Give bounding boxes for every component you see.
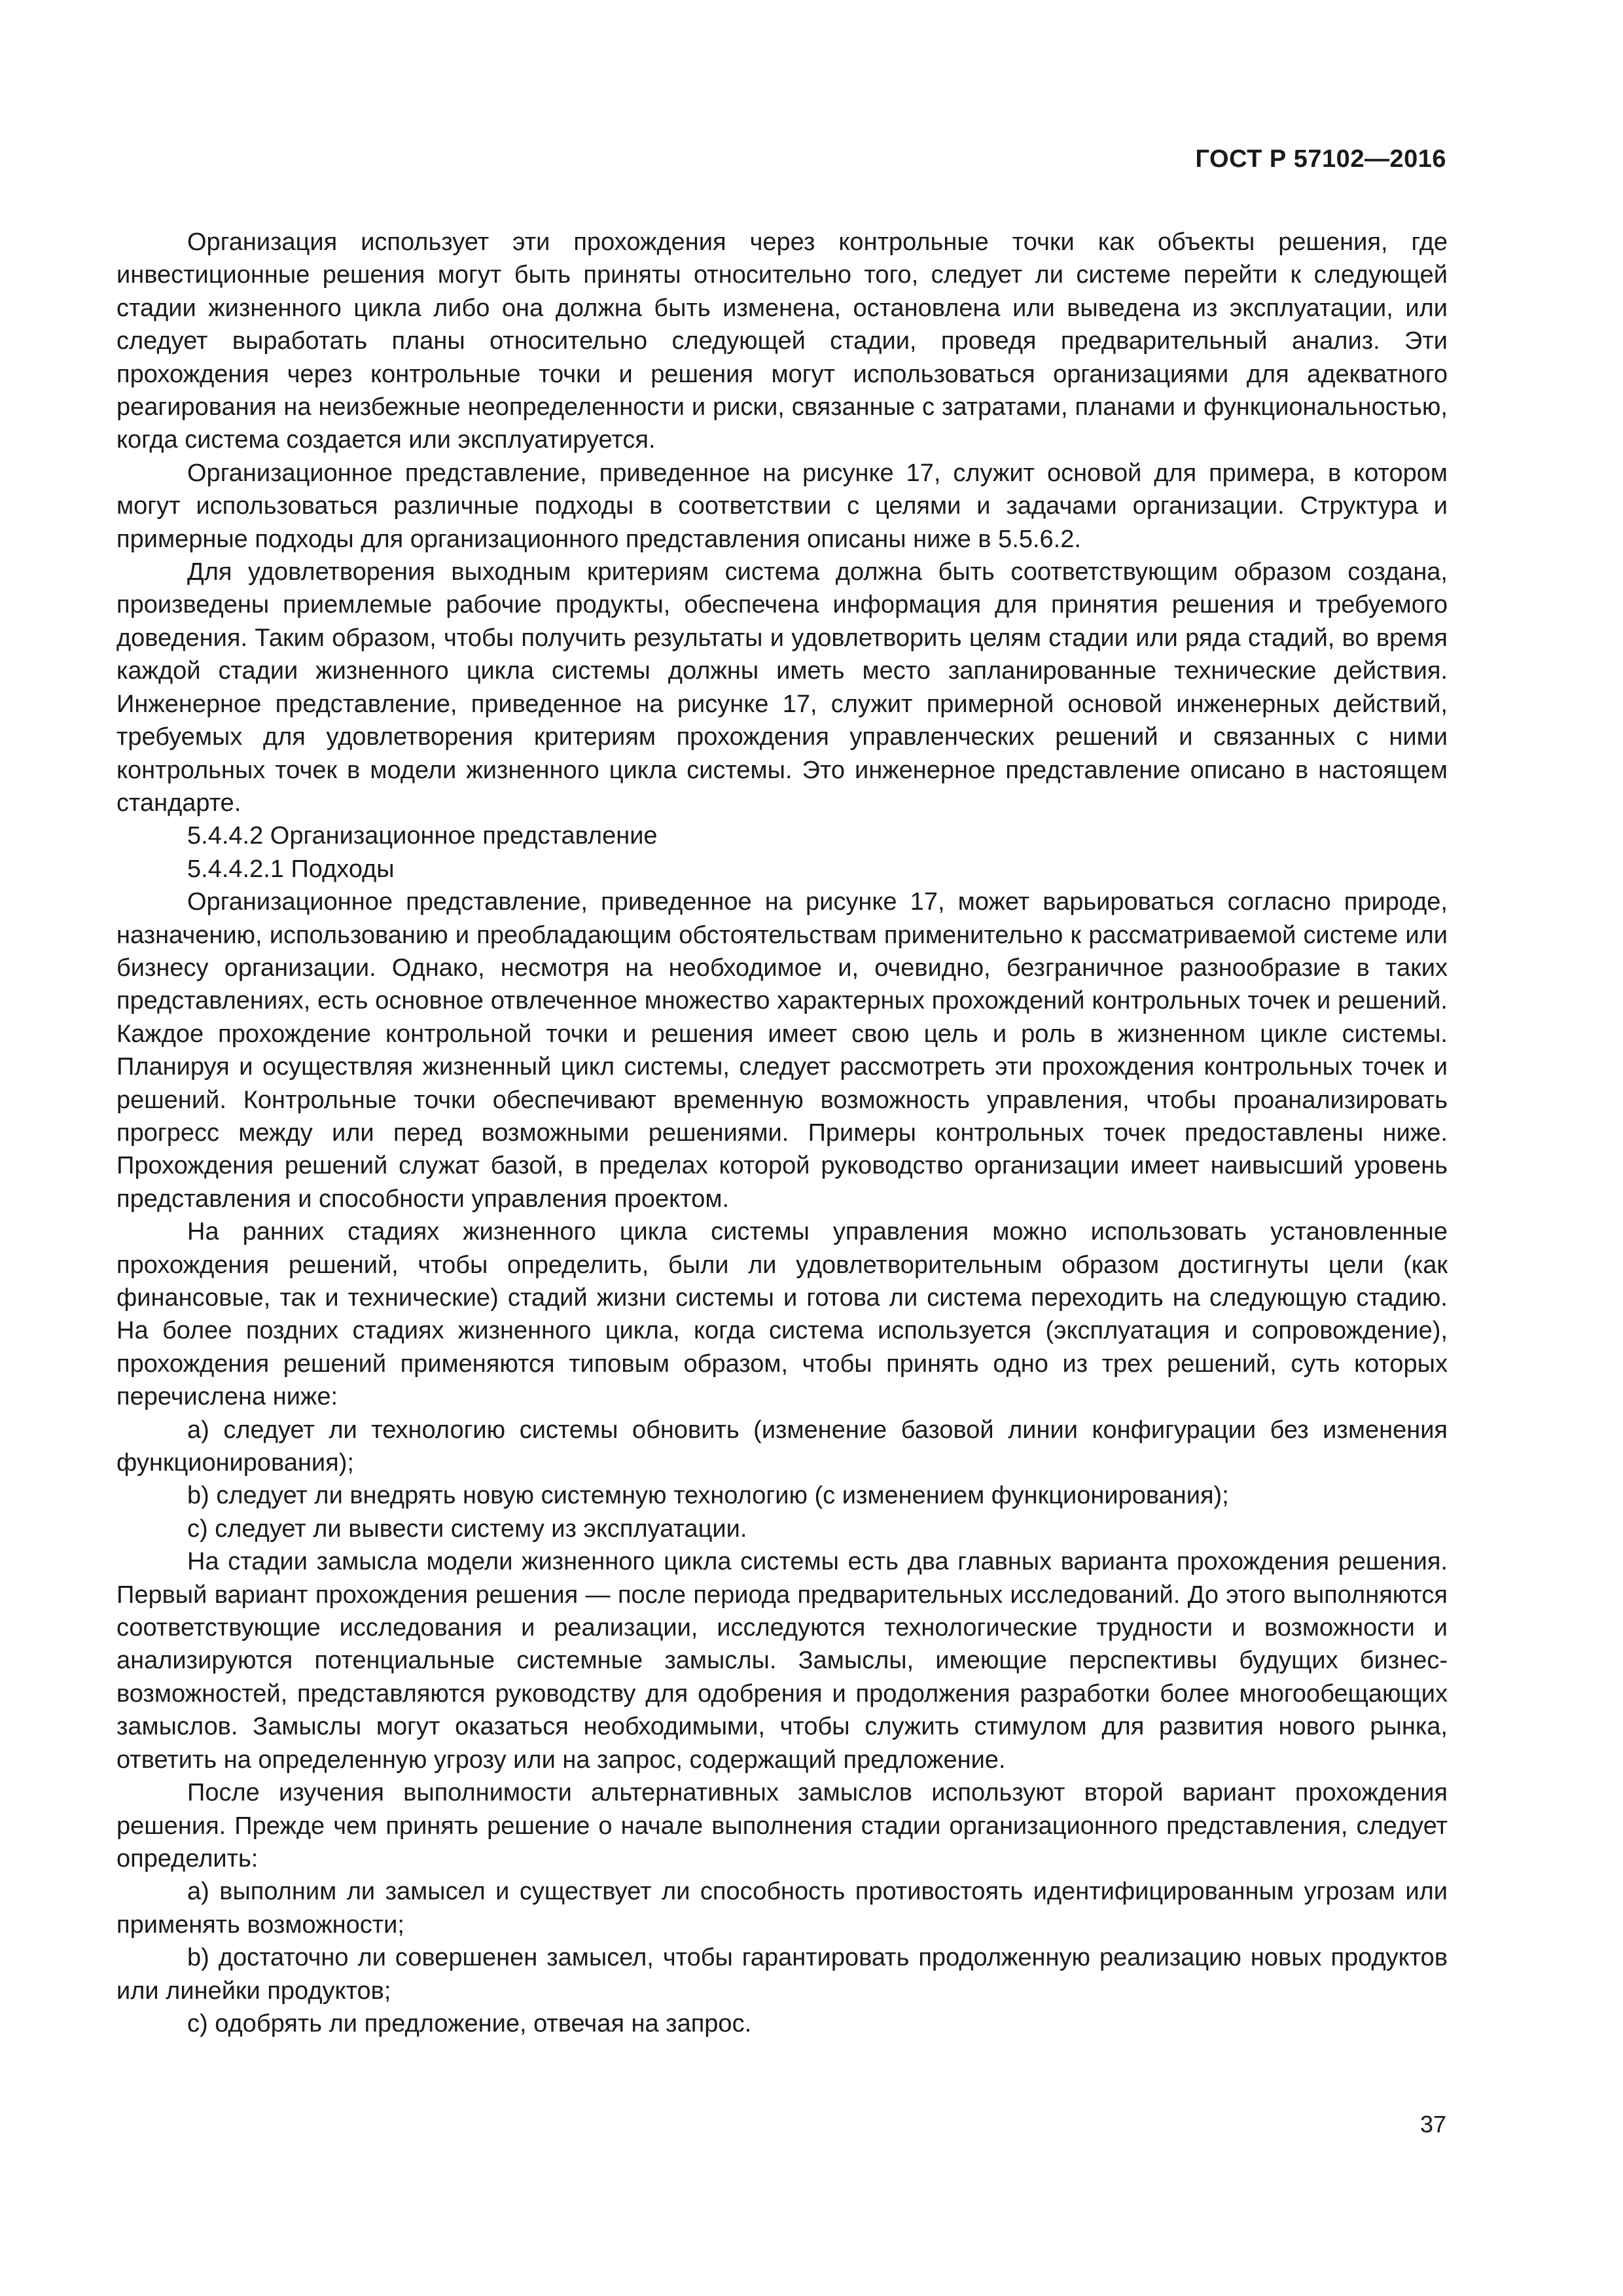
paragraph: После изучения выполнимости альтернативных замыслов используют второй вариант прохождения решения. Прежде чем принять решение о начале выполнения стадии организационного представления, следует определить:	[116, 1779, 1448, 1873]
subsection-heading: 5.4.4.2.1 Подходы	[187, 855, 395, 883]
paragraph: На ранних стадиях жизненного цикла системы управления можно использовать установленные прохождения решений, чтобы определить, были ли удовлетворительным образом достигнуты цели (как финансовые, так и технические) стадий жизни системы и готова ли система переходить на следующую стадию. На более поздних стадиях жизненного цикла, когда система используется (эксплуатация и сопровождение), прохождения решений применяются типовым образом, чтобы принять одно из трех решений, суть которых перечислена ниже:	[116, 1218, 1448, 1411]
paragraph: Организационное представление, приведенное на рисунке 17, служит основой для примера, в котором могут использоваться различные подходы в соответствии с целями и задачами организации. Структура и примерные подходы для организационного представления описаны ниже в 5.5.6.2.	[116, 459, 1448, 553]
list-item: b) достаточно ли совершенен замысел, чтобы гарантировать продолженную реализацию новых продуктов или линейки продуктов;	[116, 1944, 1448, 2005]
body-text	[116, 226, 1448, 2040]
paragraph: Организационное представление, приведенное на рисунке 17, может варьироваться согласно природе, назначению, использованию и преобладающим обстоятельствам применительно к рассматриваемой системе или бизнесу организации. Однако, несмотря на необходимое и, очевидно, безграничное разнообразие в таких представлениях, есть основное отвлеченное множество характерных прохождений контрольных точек и решений. Каждое прохождение контрольной точки и решения имеет свою цель и роль в жизненном цикле системы. Планируя и осуществляя жизненный цикл системы, следует рассмотреть эти прохождения контрольных точек и решений. Контрольные точки обеспечивают временную возможность управления, чтобы проанализировать прогресс между или перед возможными решениями. Примеры контрольных точек предоставлены ниже. Прохождения решений служат базой, в пределах которой руководство организации имеет наивысший уровень представления и способности управления проектом.	[116, 888, 1448, 1213]
paragraph: На стадии замысла модели жизненного цикла системы есть два главных варианта прохождения решения. Первый вариант прохождения решения — после периода предварительных исследований. До этого выполняются соответствующие исследования и реализации, исследуются технологические трудности и возможности и анализируются потенциальные системные замыслы. Замыслы, имеющие перспективы будущих бизнес-возможностей, представляются руководству для одобрения и продолжения разработки более многообещающих замыслов. Замыслы могут оказаться необходимыми, чтобы служить стимулом для развития нового рынка, ответить на определенную угрозу или на запрос, содержащий предложение.	[116, 1548, 1448, 1774]
standard-number: ГОСТ Р 57102—2016	[1195, 145, 1446, 173]
list-item: c) следует ли вывести систему из эксплуатации.	[187, 1515, 747, 1543]
list-item: a) следует ли технологию системы обновить (изменение базовой линии конфигурации без изменения функционирования);	[116, 1416, 1448, 1477]
paragraph: Для удовлетворения выходным критериям система должна быть соответствующим образом создана, произведены приемлемые рабочие продукты, обеспечена информация для принятия решения и требуемого доведения. Таким образом, чтобы получить результаты и удовлетворить целям стадии или ряда стадий, во время каждой стадии жизненного цикла системы должны иметь место запланированные технические действия. Инженерное представление, приведенное на рисунке 17, служит примерной основой инженерных действий, требуемых для удовлетворения критериям прохождения управленческих решений и связанных с ними контрольных точек в модели жизненного цикла системы. Это инженерное представление описано в настоящем стандарте.	[116, 558, 1448, 817]
list-item: a) выполним ли замысел и существует ли способность противостоять идентифицированным угрозам или применять возможности;	[116, 1878, 1448, 1939]
page-number: 37	[1419, 2111, 1446, 2138]
list-item: b) следует ли внедрять новую системную технологию (с изменением функционирования);	[187, 1482, 1229, 1510]
section-heading: 5.4.4.2 Организационное представление	[187, 822, 658, 850]
paragraph: Организация использует эти прохождения через контрольные точки как объекты решения, где инвестиционные решения могут быть приняты относительно того, следует ли системе перейти к следующей стадии жизненного цикла либо она должна быть изменена, остановлена или выведена из эксплуатации, или следует выработать планы относительно следующей стадии, проведя предварительный анализ. Эти прохождения через контрольные точки и решения могут использоваться организациями для адекватного реагирования на неизбежные неопределенности и риски, связанные с затратами, планами и функциональностью, когда система создается или эксплуатируется.	[116, 228, 1448, 454]
list-item: c) одобрять ли предложение, отвечая на запрос.	[187, 2009, 752, 2037]
